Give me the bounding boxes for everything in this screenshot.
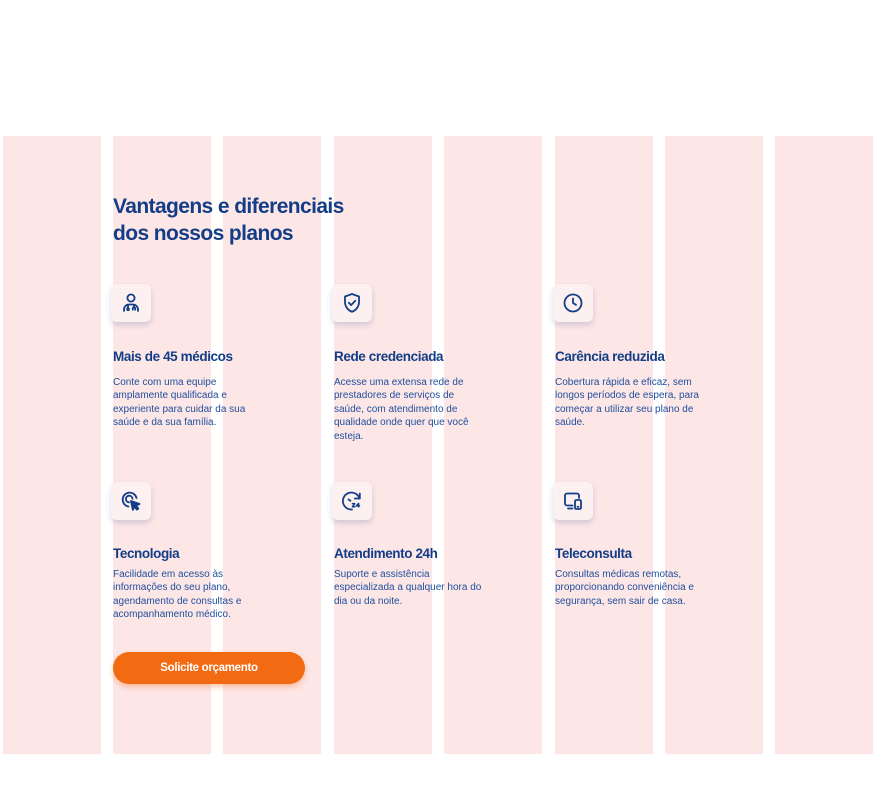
feature-title: Tecnologia — [113, 546, 180, 561]
feature-card-doctors — [113, 284, 303, 444]
section-title-line-2: dos nossos planos — [113, 222, 293, 245]
feature-title: Carência reduzida — [555, 349, 665, 364]
feature-description: Cobertura rápida e eficaz, sem longos períodos de espera, para começar a utilizar seu plano de saúde. — [555, 377, 699, 429]
devices-icon — [553, 482, 593, 520]
feature-description: Consultas médicas remotas, proporcionando conveniência e segurança, sem sair de casa. — [555, 569, 694, 607]
feature-description: Acesse uma extensa rede de prestadores de serviços de saúde, com atendimento de qualidade onde quer que você esteja. — [334, 377, 469, 442]
feature-card-24h — [334, 482, 524, 632]
feature-title: Teleconsulta — [555, 546, 632, 561]
request-quote-button[interactable]: Solicite orçamento — [113, 652, 305, 684]
shield-check-icon — [332, 284, 372, 322]
feature-description: Conte com uma equipe amplamente qualificada e experiente para cuidar da sua saúde e da sua família. — [113, 377, 246, 429]
feature-description: Suporte e assistência especializada a qualquer hora do dia ou da noite. — [334, 569, 482, 607]
feature-card-technology — [113, 482, 303, 632]
feature-card-waiting-period — [555, 284, 745, 444]
section-title — [113, 193, 413, 247]
feature-description: Facilidade em acesso às informações do seu plano, agendamento de consultas e acompanhamento médico. — [113, 569, 242, 621]
doctor-icon — [111, 284, 151, 322]
section-title-line-1: Vantagens e diferenciais — [113, 195, 344, 218]
cursor-click-icon — [111, 482, 151, 520]
feature-title: Mais de 45 médicos — [113, 349, 233, 364]
clock-icon — [553, 284, 593, 322]
feature-title: Rede credenciada — [334, 349, 444, 364]
feature-card-teleconsultation — [555, 482, 745, 632]
feature-title: Atendimento 24h — [334, 546, 438, 561]
feature-card-network — [334, 284, 524, 444]
24h-icon — [332, 482, 372, 520]
